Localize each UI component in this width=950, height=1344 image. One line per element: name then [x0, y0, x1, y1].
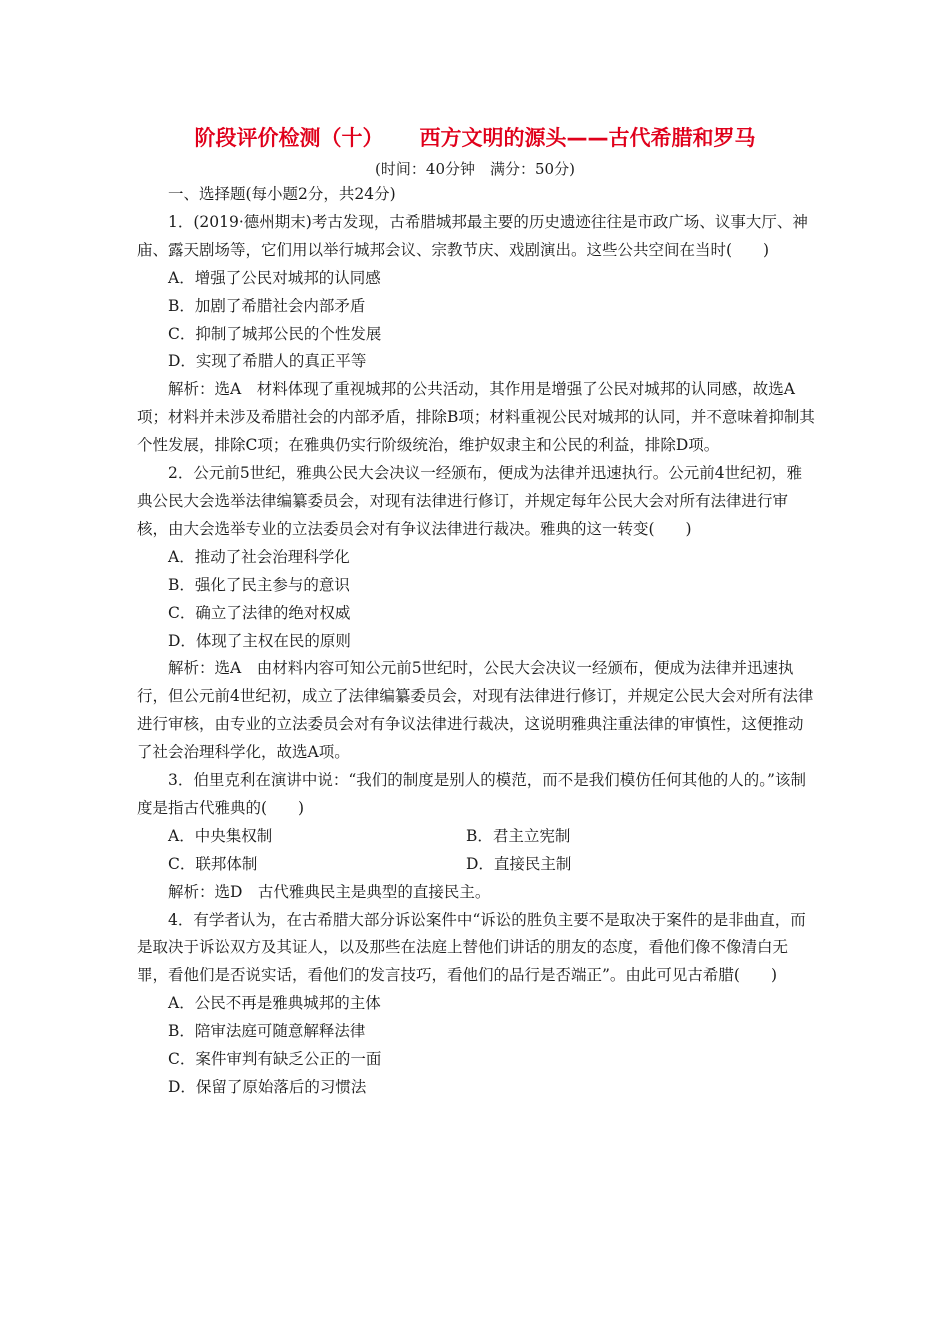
question-option: C．联邦体制: [168, 854, 258, 873]
question-option: D．直接民主制: [466, 854, 572, 873]
question-option: C．确立了法律的绝对权威: [168, 603, 351, 622]
question-analysis: 解析：选A 由材料内容可知公元前5世纪时，公民大会决议一经颁布，便成为法律并迅速执行，但公元前4世纪初，成立了法律编纂委员会，对现有法律进行修订，并规定公民大会对所有法律进行审核，由专业的立法委员会对有争议法律进行裁决，这说明雅典注重法律的审慎性，这便推动了社会治理科学化，故选A项。: [137, 659, 814, 762]
question-analysis: 解析：选A 材料体现了重视城邦的公共活动，其作用是增强了公民对城邦的认同感，故选A项；材料并未涉及希腊社会的内部矛盾，排除B项；材料重视公民对城邦的认同，并不意味着抑制其个性发展，排除C项；在雅典仍实行阶级统治，维护奴隶主和公民的利益，排除D项。: [137, 380, 815, 455]
title-part-1: 阶段评价检测（十）: [194, 126, 384, 150]
question-option: C．案件审判有缺乏公正的一面: [168, 1050, 382, 1069]
page-title: [0, 122, 950, 152]
option-row: [137, 823, 817, 851]
question-option: A．推动了社会治理科学化: [168, 547, 350, 566]
question-option: B．君主立宪制: [466, 826, 571, 845]
question-option: A．中央集权制: [168, 826, 273, 845]
question-option: B．陪审法庭可随意解释法律: [168, 1022, 366, 1041]
question-stem: 4．有学者认为，在古希腊大部分诉讼案件中“诉讼的胜负主要不是取决于案件的是非曲直，而是取决于诉讼双方及其证人，以及那些在法庭上替他们讲话的朋友的态度，看他们像不像清白无罪，看他们是否说实话，看他们的发言技巧，看他们的品行是否端正”。由此可见古希腊( ): [137, 910, 806, 985]
question-option: C．抑制了城邦公民的个性发展: [168, 324, 382, 343]
option-row: [137, 851, 817, 879]
question-stem: 3．伯里克利在演讲中说：“我们的制度是别人的模范，而不是我们模仿任何其他的人的。”该制度是指古代雅典的( ): [137, 771, 806, 817]
question-analysis: 解析：选D 古代雅典民主是典型的直接民主。: [168, 882, 491, 901]
question-option: A．增强了公民对城邦的认同感: [168, 268, 381, 287]
question-stem: 2．公元前5世纪，雅典公民大会决议一经颁布，便成为法律并迅速执行。公元前4世纪初，雅典公民大会选举法律编纂委员会，对现有法律进行修订，并规定每年公民大会对所有法律进行审核，由大会选举专业的立法委员会对有争议法律进行裁决。雅典的这一转变( ): [137, 464, 803, 538]
question-option: B．强化了民主参与的意识: [168, 575, 350, 594]
section-heading: 一、选择题(每小题2分，共24分): [168, 185, 396, 203]
question-option: D．实现了希腊人的真正平等: [168, 352, 367, 371]
question-option: B．加剧了希腊社会内部矛盾: [168, 296, 366, 315]
question-stem: 1．(2019·德州期末)考古发现，古希腊城邦最主要的历史遗迹往往是市政广场、议事大厅、神庙、露天剧场等，它们用以举行城邦会议、宗教节庆、戏剧演出。这些公共空间在当时( ): [137, 212, 808, 259]
title-part-2: 西方文明的源头——古代希腊和罗马: [419, 126, 756, 150]
question-option: D．保留了原始落后的习惯法: [168, 1078, 367, 1096]
document-body: [137, 181, 817, 1102]
question-option: A．公民不再是雅典城邦的主体: [168, 994, 381, 1013]
page-subtitle: (时间：40分钟 满分：50分): [375, 160, 575, 178]
question-option: D．体现了主权在民的原则: [168, 631, 351, 650]
